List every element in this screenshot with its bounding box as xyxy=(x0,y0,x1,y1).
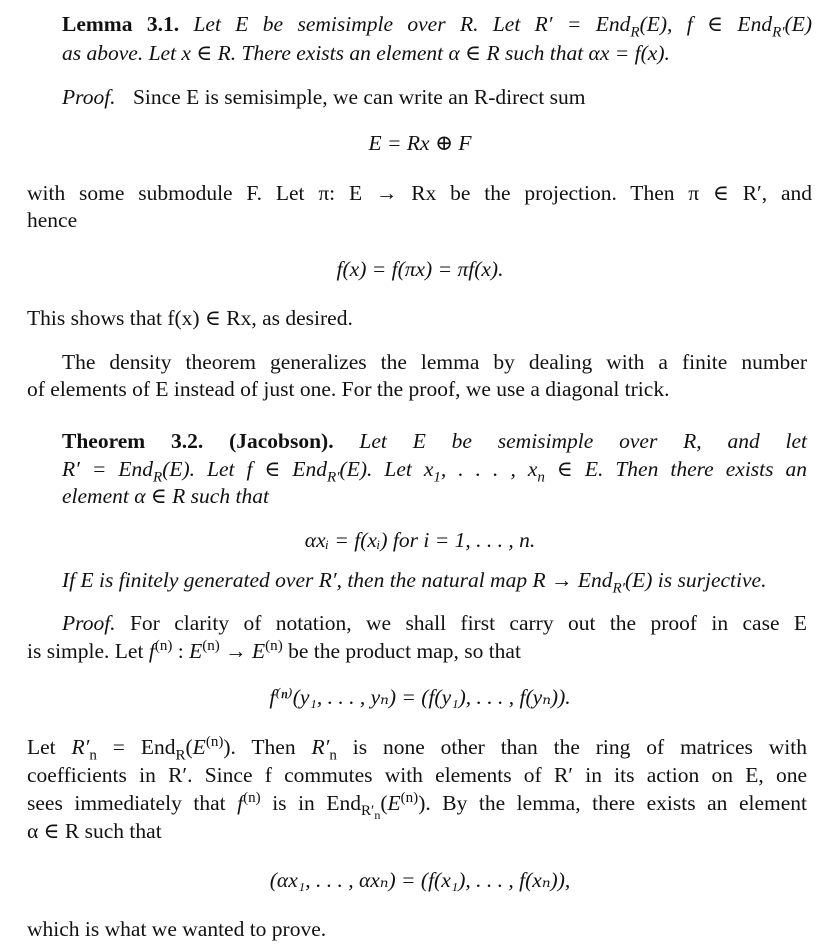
theorem-line-2: R′ = End$_R$(E). Let f ∈ End$_{R'}$(E). Let $x_1$, . . . , $x_n$ ∈ E. Then there exists an xyxy=(62,457,808,486)
theorem-equation: αxᵢ = f(xᵢ) for i = 1, . . . , n. xyxy=(304,528,536,552)
equation-diagonal: (αx₁, . . . , αxₙ) = (f(x₁), . . . , f(xₙ)), xyxy=(269,868,571,892)
theorem-proof-line-3: Let $R'_n = End_R(E^{(n)})$. Then $R'_n$ is none other than the ring of matrices with xyxy=(27,733,808,764)
theorem-proof-final: which is what we wanted to prove. xyxy=(27,917,327,941)
lemma-statement-line-2: as above. Let x ∈ R. There exists an element α ∈ R such that αx = f(x). xyxy=(62,41,670,65)
theorem-label: Theorem 3.2. xyxy=(62,429,204,453)
lemma-proof-label: Proof. xyxy=(62,85,116,109)
theorem-proof-line-2: is simple. Let $f^{(n)}$ : $E^{(n)} \to E^{(n)}$ be the product map, so that xyxy=(27,637,521,663)
theorem-surjectivity: If E is finitely generated over R′, then the natural map R → End$_{R'}$(E) is surjective. xyxy=(62,568,767,597)
theorem-proof-line-6: α ∈ R such that xyxy=(27,819,162,843)
lemma-statement-text: Let E be semisimple over R. Let R′ = End$_R$(E), f ∈ End$_{R'}$(E) xyxy=(193,12,813,41)
lemma-proof-intro-text: Since E is semisimple, we can write an R-direct sum xyxy=(132,85,586,109)
theorem-proof-line-4: coefficients in R′. Since f commutes with elements of R′ in its action on E, one xyxy=(27,763,807,787)
theorem-proof-label: Proof. xyxy=(62,611,116,635)
theorem-surjectivity-text: If E is finitely generated over R′, then the natural map R → End xyxy=(62,568,613,592)
lemma-proof-intro xyxy=(62,87,586,109)
density-paragraph-line-2: of elements of E instead of just one. For the proof, we use a diagonal trick. xyxy=(27,377,670,401)
lemma-proof-line-2: hence xyxy=(27,208,78,232)
lemma-statement-line-1 xyxy=(62,12,813,41)
theorem-proof-line-5: sees immediately that $f^{(n)}$ is in $End_{R'_n}(E^{(n)})$. By the lemma, there exists an element xyxy=(27,789,807,823)
equation-product-map: f⁽ⁿ⁾(y₁, . . . , yₙ) = (f(y₁), . . . , f(yₙ)). xyxy=(269,685,571,709)
theorem-proof-line-1 xyxy=(62,613,807,635)
theorem-proof-line-1-text: For clarity of notation, we shall first carry out the proof in case E xyxy=(129,611,808,635)
density-paragraph-line-1: The density theorem generalizes the lemma by dealing with a finite number xyxy=(62,350,807,374)
equation-direct-sum: E = Rx ⊕ F xyxy=(368,131,472,155)
equation-projection: f(x) = f(πx) = πf(x). xyxy=(336,257,504,281)
theorem-line-1: Theorem 3.2. (Jacobson). Let E be semisimple over R, and let xyxy=(62,429,807,453)
lemma-proof-line-1: with some submodule F. Let π: E → Rx be the projection. Then π ∈ R′, and xyxy=(27,181,812,205)
lemma-proof-conclusion: This shows that f(x) ∈ Rx, as desired. xyxy=(27,306,353,330)
lemma-label: Lemma 3.1. xyxy=(62,12,180,36)
theorem-attribution: (Jacobson). xyxy=(229,429,334,453)
theorem-line-3: element α ∈ R such that xyxy=(62,484,269,508)
